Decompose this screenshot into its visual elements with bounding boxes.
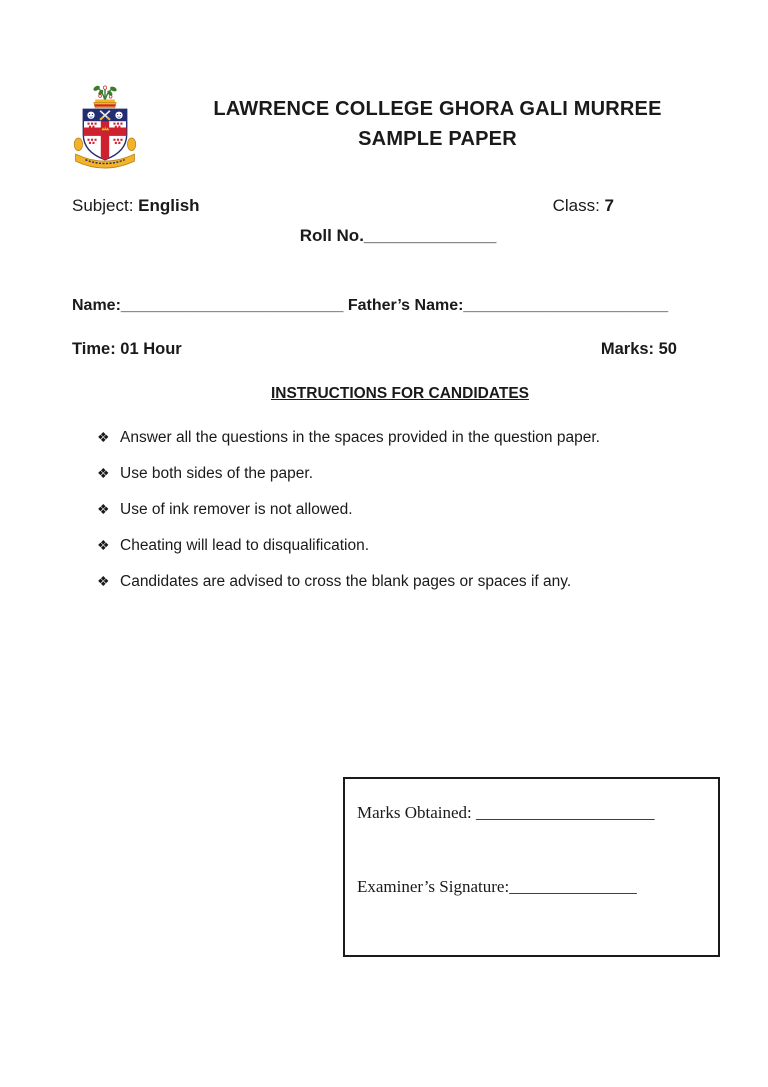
- instruction-item: [97, 465, 707, 482]
- college-title: LAWRENCE COLLEGE GHORA GALI MURREE: [213, 98, 662, 120]
- instruction-item: [97, 429, 707, 446]
- class-value: 7: [604, 196, 614, 215]
- roll-no-label: Roll No.: [299, 226, 364, 245]
- examiner-signature-blank: _______________: [509, 877, 637, 896]
- diamond-bullet-icon: ❖: [97, 501, 110, 517]
- instruction-item: [97, 537, 707, 554]
- subject-value: English: [138, 196, 200, 215]
- roll-no-row: [28, 226, 768, 246]
- father-name-label: Father’s Name:: [343, 297, 464, 314]
- examiner-signature-line: [357, 877, 637, 897]
- instruction-text: Use both sides of the paper.: [120, 465, 314, 482]
- examiner-signature-label: Examiner’s Signature:: [357, 877, 510, 896]
- class-field: [553, 196, 614, 216]
- father-name-blank: _______________________: [463, 297, 669, 314]
- instruction-text: Use of ink remover is not allowed.: [120, 501, 353, 518]
- diamond-bullet-icon: ❖: [97, 573, 110, 589]
- subject-label: Subject:: [72, 196, 134, 215]
- page-title-block: [107, 94, 768, 154]
- time-marks-row: [72, 340, 692, 359]
- name-row: [72, 297, 694, 315]
- instruction-text: Answer all the questions in the spaces provided in the question paper.: [120, 429, 600, 446]
- instructions-list: [97, 429, 707, 609]
- instruction-item: [97, 573, 707, 590]
- instruction-text: Cheating will lead to disqualification.: [120, 537, 370, 554]
- instructions-heading: INSTRUCTIONS FOR CANDIDATES: [270, 385, 530, 402]
- paper-title: SAMPLE PAPER: [358, 128, 517, 150]
- marks-box: [343, 777, 720, 957]
- marks-obtained-line: [357, 803, 654, 823]
- name-blank: _________________________: [120, 297, 344, 314]
- roll-no-blank: ______________: [363, 226, 497, 245]
- diamond-bullet-icon: ❖: [97, 537, 110, 553]
- diamond-bullet-icon: ❖: [97, 429, 110, 445]
- name-label: Name:: [72, 297, 121, 314]
- time-value: Time: 01 Hour: [72, 340, 182, 358]
- subject-field: [72, 196, 200, 216]
- marks-obtained-label: Marks Obtained:: [357, 803, 476, 822]
- subject-class-row: [72, 196, 692, 216]
- diamond-bullet-icon: ❖: [97, 465, 110, 481]
- marks-obtained-blank: _____________________: [475, 803, 655, 822]
- instruction-text: Candidates are advised to cross the blank pages or spaces if any.: [120, 573, 572, 590]
- class-label: Class:: [552, 196, 600, 215]
- instruction-item: [97, 501, 707, 518]
- marks-value: Marks: 50: [600, 340, 677, 358]
